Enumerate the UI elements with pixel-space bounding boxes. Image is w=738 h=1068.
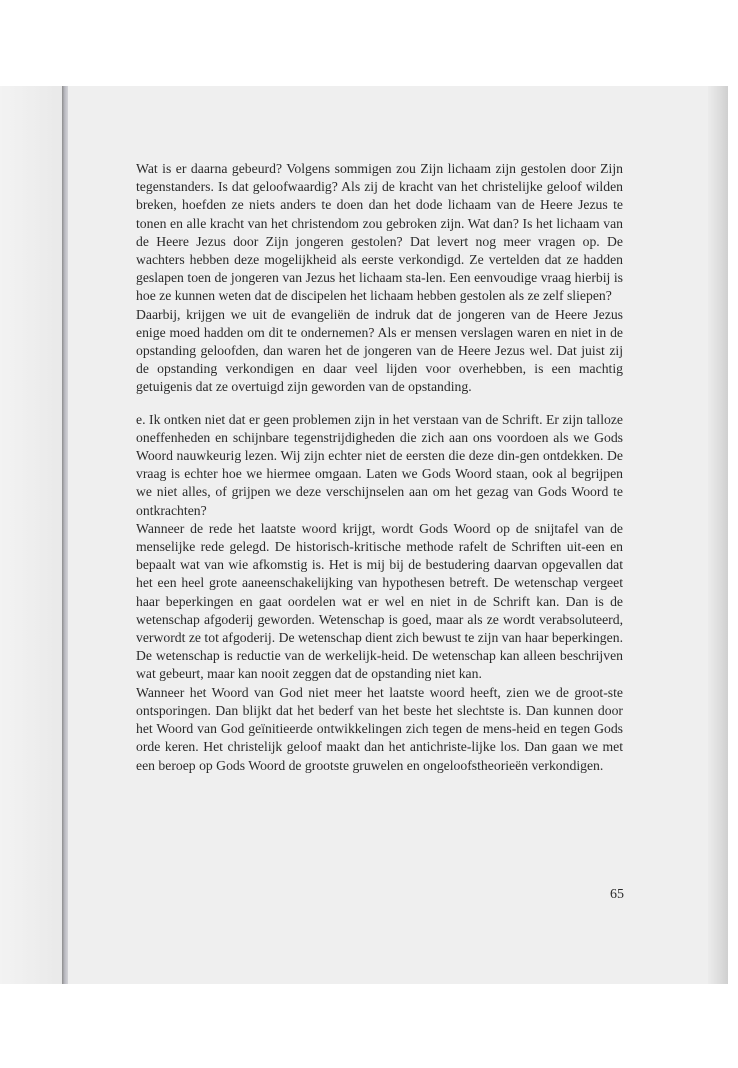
paragraph: e. Ik ontken niet dat er geen problemen zijn in het verstaan van de Schrift. Er zijn talloze oneffenheden en schijnbare tegenstrijdigheden die zich aan ons voordoen als we Gods Woord nauwkeurig lezen. Wij zijn echter niet de eersten die deze din-gen ontdekken. De vraag is echter hoe we hiermee omgaan. Laten we Gods Woord staan, ook al begrijpen we niet alles, of grijpen we deze verschijnselen aan om het gezag van Gods Woord te ontkrachten?: [136, 411, 623, 518]
paragraph: Daarbij, krijgen we uit de evangeliën de indruk dat de jongeren van de Heere Jezus enige moed hadden om dit te ondernemen? Als er mensen verslagen waren en niet in de opstanding geloofden, dan waren het de jongeren van de Heere Jezus wel. Dat juist zij de opstanding verkondigen en daar veel lijden voor overhebben, is een machtig getuigenis dat ze overtuigd zijn geworden van de opstanding.: [136, 306, 623, 395]
paragraph: Wanneer het Woord van God niet meer het laatste woord heeft, zien we de groot-ste ontsporingen. Dan blijkt dat het bederf van het beste het slechtste is. Dan kunnen door het Woord van God geïnitieerde ontwikkelingen zich tegen de mens-heid en tegen Gods orde keren. Het christelijk geloof maakt dan het antichriste-lijke los. Dan gaan we met een beroep op Gods Woord de grootste gruwelen en ongeloofstheorieën verkondigen.: [136, 684, 623, 773]
page-edge-shadow: [708, 86, 728, 984]
book-spine-shadow: [62, 86, 68, 984]
paragraph: Wanneer de rede het laatste woord krijgt, wordt Gods Woord op de snijtafel van de menselijke rede gelegd. De historisch-kritische methode rafelt de Schriften uit-een en bepaalt wat van wie afkomstig is. Het is mij bij de bestudering daarvan opgevallen dat het een heel grote aaneenschakelijking van hypothesen betreft. De wetenschap vergeet haar beperkingen en gaat oordelen wat er wel en niet in de Schrift kan. Dan is de wetenschap afgoderij geworden. Wetenschap is goed, maar als ze wordt verabsoluteerd, verwordt ze tot afgoderij. De wetenschap dient zich bewust te zijn van haar beperkingen. De wetenschap is reductie van de werkelijk-heid. De wetenschap kan alleen beschrijven wat gebeurt, maar kan nooit zeggen dat de opstanding niet kan.: [136, 520, 623, 682]
page-number: 65: [610, 887, 624, 902]
body-text: [136, 160, 623, 775]
page-gutter: [0, 86, 62, 984]
paragraph: Wat is er daarna gebeurd? Volgens sommigen zou Zijn lichaam zijn gestolen door Zijn tegenstanders. Is dat geloofwaardig? Als zij de kracht van het christelijke geloof wilden breken, hoefden ze niets anders te doen dan het dode lichaam van de Heere Jezus te tonen en alle kracht van het christendom zou gebroken zijn. Wat dan? Is het lichaam van de Heere Jezus door Zijn jongeren gestolen? Dat levert nog meer vragen op. De wachters hebben deze mogelijkheid als eerste verkondigd. Ze vertelden dat ze hadden geslapen toen de jongeren van Jezus het lichaam sta-len. Een eenvoudige vraag hierbij is hoe ze kunnen weten dat de discipelen het lichaam hebben gestolen als ze zelf sliepen?: [136, 161, 623, 304]
